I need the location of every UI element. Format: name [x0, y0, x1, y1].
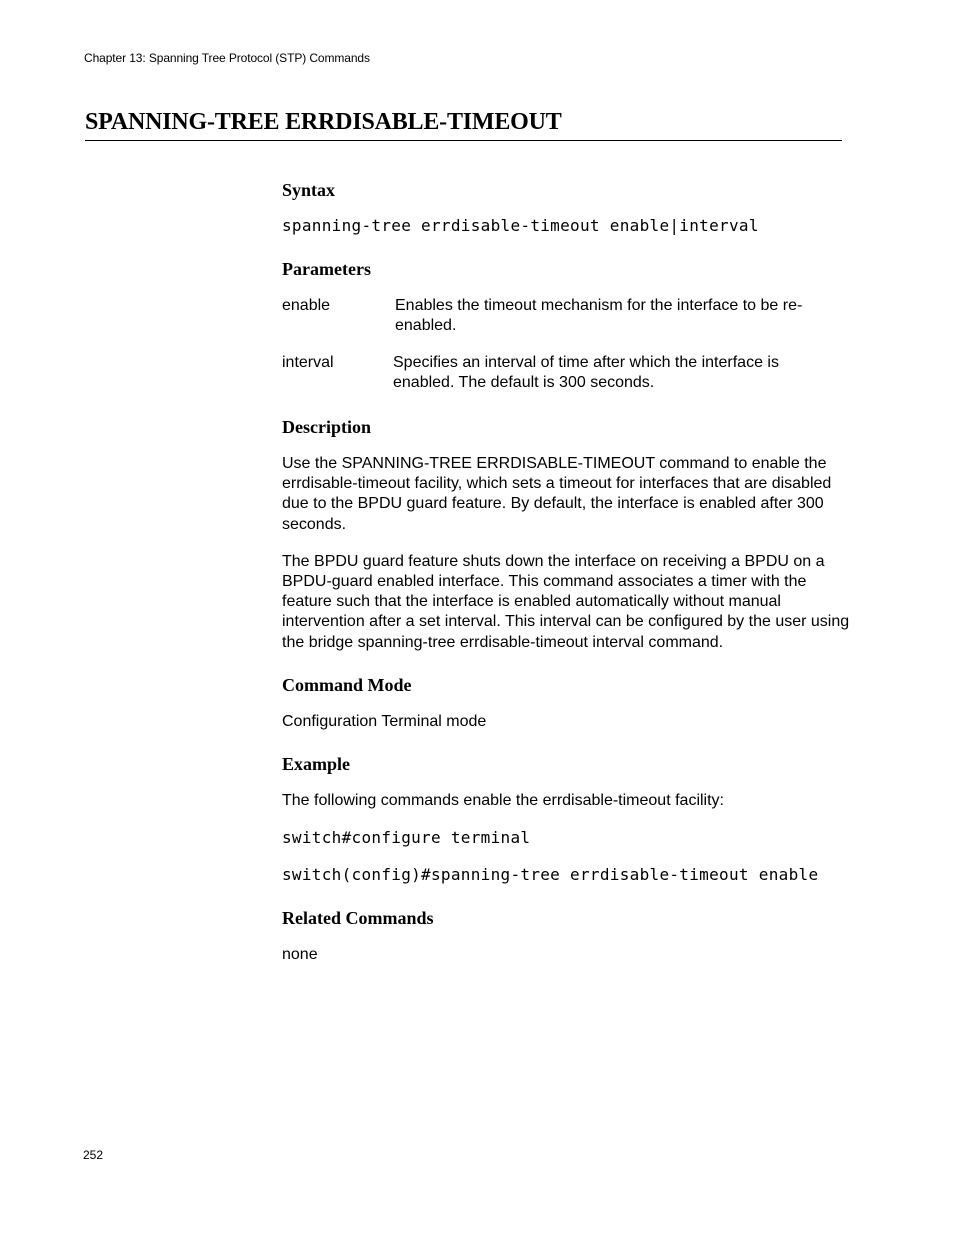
- parameter-name: interval: [282, 354, 334, 371]
- command-mode-heading: Command Mode: [282, 674, 412, 695]
- parameter-row: [282, 296, 852, 336]
- title-rule: [85, 140, 842, 141]
- parameter-row: [282, 353, 852, 393]
- related-commands-text: none: [282, 946, 318, 964]
- page-title: SPANNING-TREE ERRDISABLE-TIMEOUT: [85, 109, 562, 135]
- syntax-command: spanning-tree errdisable-timeout enable|interval: [282, 216, 759, 235]
- running-header: Chapter 13: Spanning Tree Protocol (STP) Commands: [84, 51, 370, 65]
- related-commands-heading: Related Commands: [282, 908, 434, 929]
- example-intro: The following commands enable the errdisable-timeout facility:: [282, 792, 724, 810]
- parameter-description: Specifies an interval of time after which the interface is enabled. The default is 300 seconds.: [393, 354, 779, 391]
- syntax-heading: Syntax: [282, 180, 336, 200]
- parameters-heading: Parameters: [282, 259, 371, 279]
- page-number: 252: [83, 1148, 104, 1162]
- parameter-description: Enables the timeout mechanism for the interface to be re-enabled.: [395, 297, 803, 334]
- description-paragraph: Use the SPANNING-TREE ERRDISABLE-TIMEOUT command to enable the errdisable-timeout facility, which sets a timeout for interfaces that are disabled due to the BPDU guard feature. By default, the interface is enabled after 300 seconds.: [282, 455, 832, 533]
- example-heading: Example: [282, 754, 351, 775]
- main-content: [282, 179, 852, 965]
- parameter-name: enable: [282, 297, 331, 314]
- example-code-line: switch(config)#spanning-tree errdisable-timeout enable: [282, 865, 819, 885]
- description-heading: Description: [282, 417, 371, 437]
- command-mode-text: Configuration Terminal mode: [282, 712, 487, 730]
- example-code-line: switch#configure terminal: [282, 828, 531, 848]
- description-paragraph: The BPDU guard feature shuts down the interface on receiving a BPDU on a BPDU-guard enabled interface. This command associates a timer with the feature such that the interface is enabled automatically without manual intervention after a set interval. This interval can be configured by the user using the bridge spanning-tree errdisable-timeout interval command.: [282, 552, 850, 651]
